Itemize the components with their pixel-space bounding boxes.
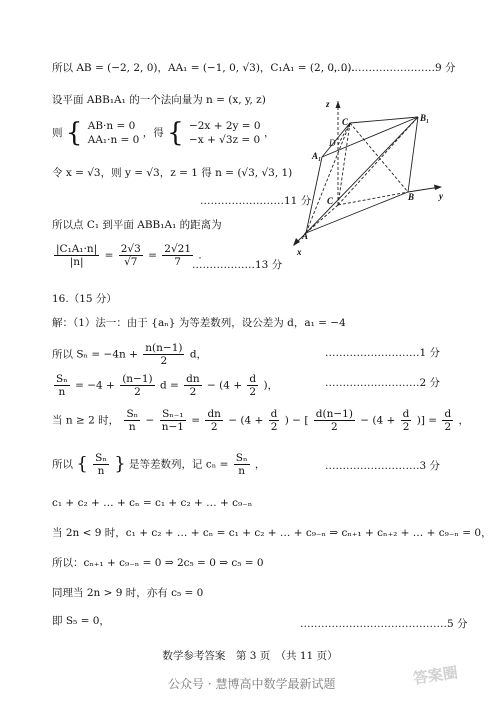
sn-formula: 所以 Sₙ = −4n + $\frac{n(n-1)}{2}$ d， <box>52 342 208 367</box>
edge-AA1 <box>306 157 322 233</box>
label-C1: C₁ <box>342 117 352 127</box>
label-B: B <box>408 192 415 202</box>
label-A1: A₁ <box>312 151 322 161</box>
edge-AB1 <box>306 117 418 233</box>
distance-frac-2: $\frac{2√3}{√7}$ <box>120 243 141 268</box>
cn-sum-equation: c₁ + c₂ + … + cₙ = c₁ + c₂ + … + c₉₋ₙ <box>52 497 253 509</box>
y-arrow <box>434 185 442 191</box>
score-1: ………………………1 分 <box>325 347 441 359</box>
distance-frac-3: $\frac{2√21}{7}$ <box>164 243 192 268</box>
linear-system <box>189 119 261 147</box>
edge-A1B1 <box>322 117 418 157</box>
corner-stamp: 答案圈 <box>411 663 459 688</box>
sn-frac: $\frac{n(n-1)}{2}$ <box>145 342 183 367</box>
wechat-watermark: 公众号 · 慧博高中数学最新试题 <box>168 677 336 691</box>
case-2n-less-9: 当 2n < 9 时，c₁ + c₂ + … + cₙ = c₁ + c₂ + … + c₉₋ₙ ⇒ cₙ₊₁ + cₙ₊₂ + … + c₉₋ₙ = 0， <box>52 527 492 539</box>
edge-CB1 <box>338 117 418 205</box>
score-13: ………………13 分 <box>192 259 283 271</box>
edge-BB1 <box>408 117 418 192</box>
problem-16-title: 16.（15 分） <box>52 293 117 305</box>
system-prefix: 则 <box>52 127 63 139</box>
case-2n-greater-9: 同理当 2n > 9 时，亦有 c₅ = 0 <box>52 587 204 599</box>
edge-A1C1 <box>322 123 350 157</box>
distance-frac-1: $\frac{\text{|C₁A₁·n|}}{|n|}$ <box>56 243 98 268</box>
system-mid: ，得 <box>142 127 164 139</box>
dot-product-system <box>88 119 140 147</box>
eq-1: −2x + 2y = 0 <box>188 120 261 132</box>
eq-2: −x + √3z = 0 <box>188 134 261 146</box>
edge-C1B1 <box>350 117 418 123</box>
prism-figure <box>290 95 465 265</box>
x-arrow <box>293 238 300 246</box>
left-brace-2: { <box>167 118 184 148</box>
solution-intro: 解：（1）法一：由于 {aₙ} 为等差数列，设公差为 d，a₁ = −4 <box>52 317 346 329</box>
cn-definition: 所以 { $\frac{\text{Sₙ}}{n}$ } 是等差数列，记 cₙ = $\frac{\text{Sₙ}}{n}$ ， <box>52 452 266 477</box>
sn-over-n-formula: $\frac{\text{Sₙ}}{n}$ = −4 + $\frac{(n-1)}{2}$ d = $\frac{dn}{2}$ − (4 + $\frac{d}{2}$ )， <box>56 373 279 398</box>
s5-zero: 即 S₅ = 0， <box>52 615 110 627</box>
score-2: ………………………2 分 <box>325 377 441 389</box>
normal-vector-line: 设平面 ABB₁A₁ 的一个法向量为 n = (x, y, z) <box>52 94 266 106</box>
distance-formula: $\frac{\text{|C₁A₁·n|}}{|n|}$ = $\frac{2√3}{√7}$ = $\frac{2√21}{7}$ . <box>56 243 202 268</box>
vector-coords-line: 所以 AB = (−2, 2, 0)，AA₁ = (−1, 0, √3)，C₁A₁ = (2, 0, 0). <box>52 62 355 74</box>
edge-C1A <box>306 123 350 233</box>
label-B1: B₁ <box>420 113 430 123</box>
eq-ab-n: AB·n = 0 <box>87 120 136 132</box>
c5-zero: 所以：cₙ₊₁ + c₉₋ₙ = 0 ⇒ 2c₅ = 0 ⇒ c₅ = 0 <box>52 557 264 569</box>
left-brace-1: { <box>65 118 83 148</box>
solution-n-line: 令 x = √3，则 y = √3，z = 1 得 n = (√3, √3, 1) <box>52 167 293 179</box>
score-9: …………………………9 分 <box>330 62 456 74</box>
label-A: A <box>302 231 309 241</box>
score-11: ……………………11 分 <box>200 195 312 207</box>
z-arrow <box>336 101 341 108</box>
label-y: y <box>439 191 443 201</box>
distance-intro: 所以点 C₁ 到平面 ABB₁A₁ 的距离为 <box>52 219 222 231</box>
label-C: C <box>327 196 334 206</box>
label-z: z <box>326 99 330 109</box>
edge-AB <box>306 192 408 233</box>
system-line: 则 { AB·n = 0 AA₁·n = 0 ，得 { −2x + 2y = 0 −x + √3z = 0 ， <box>52 118 275 148</box>
eq-aa1-n: AA₁·n = 0 <box>87 134 140 146</box>
score-5: ……………………………………5 分 <box>300 618 468 630</box>
page-footer: 数学参考答案 第 3 页 （共 11 页） <box>162 650 338 662</box>
difference-formula: 当 n ≥ 2 时， $\frac{\text{Sₙ}}{n}$ − $\frac{\text{Sₙ₋₁}}{n-1}$ = $\frac{dn}{2}$ − (4 + $\frac{d}{2}$ ) − [ $\frac{d(n-1)}{2}$ − (4 + $\frac{d}{2}$ )] = $\frac{d}{2}$ ， <box>52 408 470 433</box>
label-D: D <box>329 138 336 148</box>
score-3: ………………………3 分 <box>325 460 441 472</box>
label-x: x <box>297 247 302 257</box>
